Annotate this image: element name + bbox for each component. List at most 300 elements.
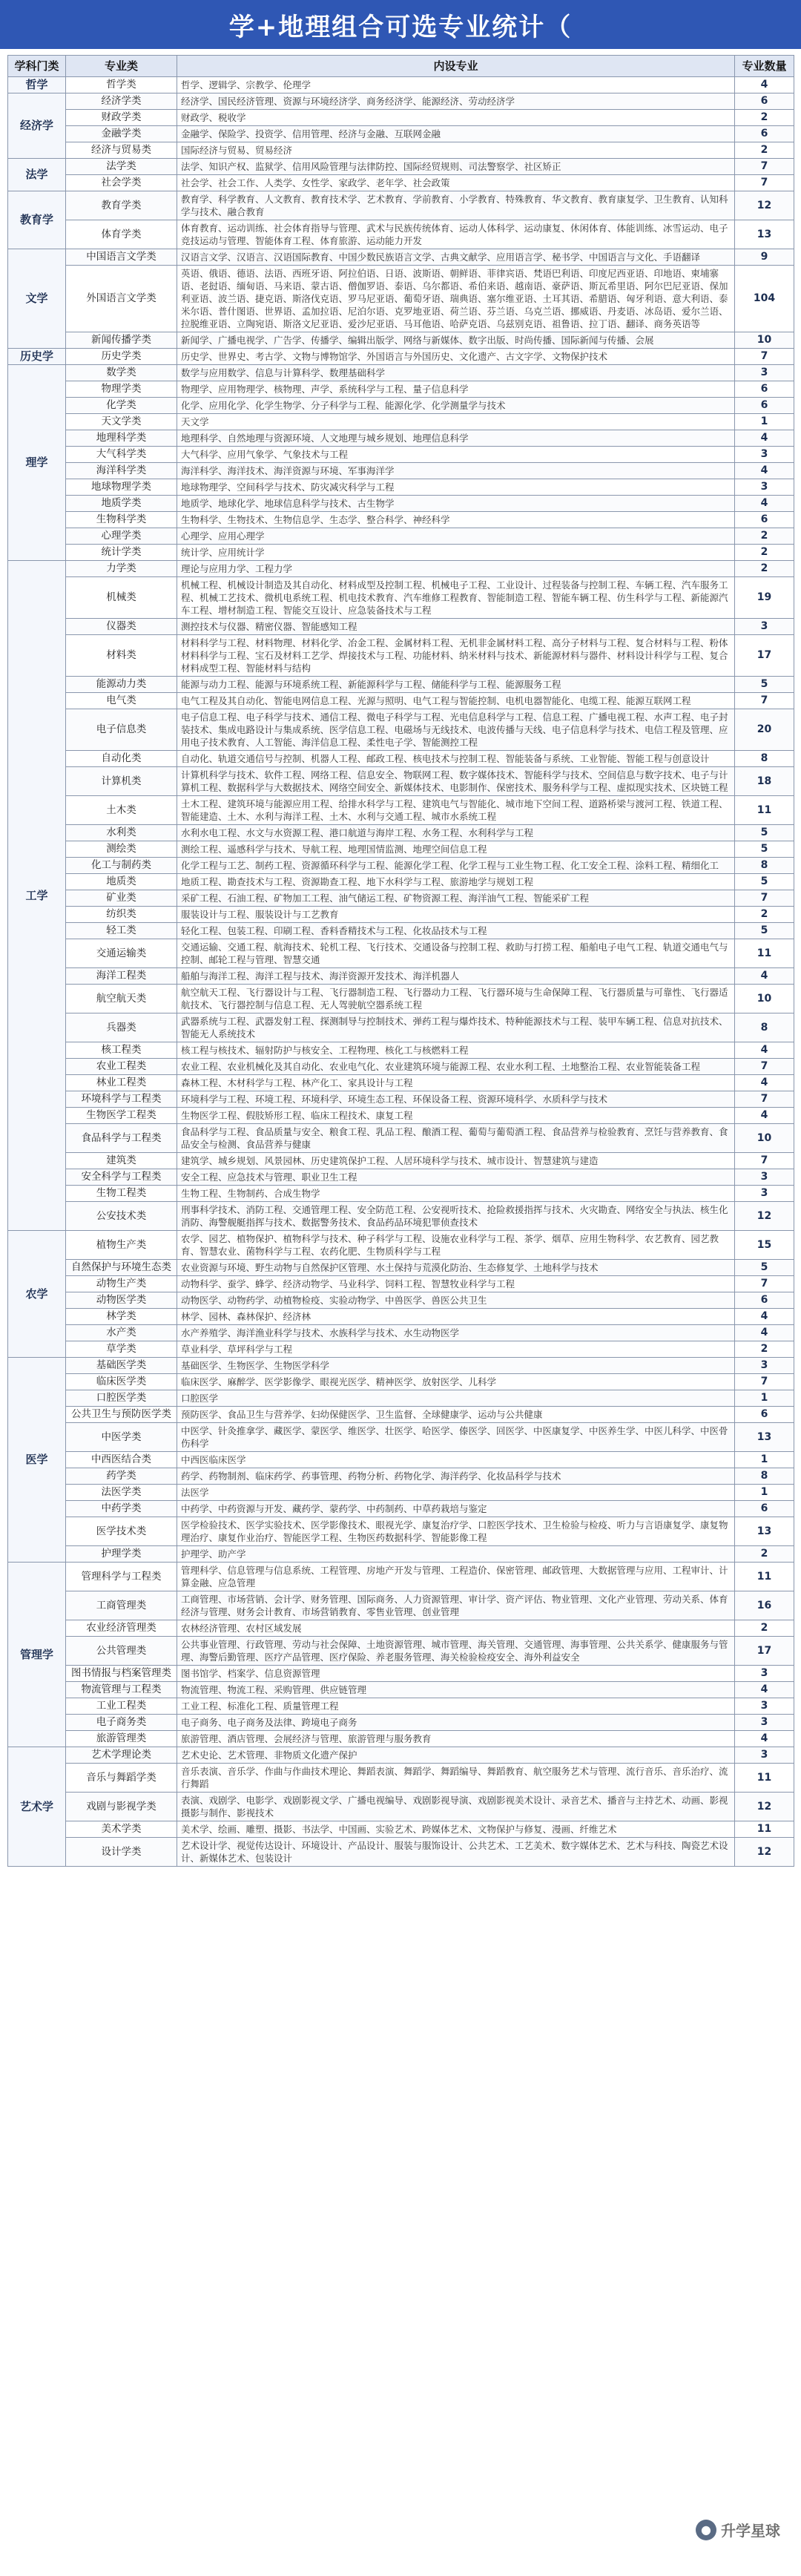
class-cell: 化工与制药类 bbox=[66, 858, 177, 874]
category-cell: 医学 bbox=[8, 1358, 66, 1563]
majors-cell: 环境科学与工程、环境工程、环境科学、环境生态工程、环保设备工程、资源环境科学、水质科学与技术 bbox=[177, 1091, 735, 1108]
class-cell: 材料类 bbox=[66, 635, 177, 677]
class-cell: 能源动力类 bbox=[66, 677, 177, 693]
majors-cell: 生物医学工程、假肢矫形工程、临床工程技术、康复工程 bbox=[177, 1108, 735, 1124]
class-cell: 中医学类 bbox=[66, 1423, 177, 1452]
table-row bbox=[8, 463, 794, 479]
count-cell: 2 bbox=[735, 1620, 794, 1637]
class-cell: 经济与贸易类 bbox=[66, 142, 177, 159]
table-row bbox=[8, 693, 794, 709]
count-cell: 2 bbox=[735, 561, 794, 577]
count-cell: 3 bbox=[735, 365, 794, 381]
count-cell: 4 bbox=[735, 463, 794, 479]
table-row bbox=[8, 1186, 794, 1202]
class-cell: 大气科学类 bbox=[66, 447, 177, 463]
class-cell: 法医学类 bbox=[66, 1485, 177, 1501]
category-cell: 哲学 bbox=[8, 77, 66, 93]
majors-cell: 工商管理、市场营销、会计学、财务管理、国际商务、人力资源管理、审计学、资产评估、物业管理、文化产业管理、劳动关系、体育经济与管理、财务会计教育、市场营销教育、零售业管理、创业管理 bbox=[177, 1591, 735, 1620]
class-cell: 林学类 bbox=[66, 1309, 177, 1325]
count-cell: 6 bbox=[735, 398, 794, 414]
majors-cell: 美术学、绘画、雕塑、摄影、书法学、中国画、实验艺术、跨媒体艺术、文物保护与修复、漫画、纤维艺术 bbox=[177, 1821, 735, 1838]
class-cell: 土木类 bbox=[66, 796, 177, 825]
table-row bbox=[8, 751, 794, 767]
majors-cell: 地质学、地球化学、地球信息科学与技术、古生物学 bbox=[177, 496, 735, 512]
majors-cell: 能源与动力工程、能源与环境系统工程、新能源科学与工程、储能科学与工程、能源服务工程 bbox=[177, 677, 735, 693]
count-cell: 2 bbox=[735, 528, 794, 545]
majors-cell: 中药学、中药资源与开发、藏药学、蒙药学、中药制药、中草药栽培与鉴定 bbox=[177, 1501, 735, 1517]
class-cell: 海洋工程类 bbox=[66, 968, 177, 985]
count-cell: 5 bbox=[735, 825, 794, 841]
watermark bbox=[696, 2519, 780, 2540]
count-cell: 4 bbox=[735, 968, 794, 985]
table-row bbox=[8, 1059, 794, 1075]
count-cell: 6 bbox=[735, 381, 794, 398]
majors-cell: 林学、园林、森林保护、经济林 bbox=[177, 1309, 735, 1325]
count-cell: 4 bbox=[735, 1108, 794, 1124]
majors-cell: 旅游管理、酒店管理、会展经济与管理、旅游管理与服务教育 bbox=[177, 1731, 735, 1747]
count-cell: 20 bbox=[735, 709, 794, 751]
table-row bbox=[8, 709, 794, 751]
count-cell: 15 bbox=[735, 1231, 794, 1260]
table-row bbox=[8, 825, 794, 841]
class-cell: 地质学类 bbox=[66, 496, 177, 512]
class-cell: 电子商务类 bbox=[66, 1715, 177, 1731]
table-row bbox=[8, 447, 794, 463]
table-row bbox=[8, 1042, 794, 1059]
class-cell: 电子信息类 bbox=[66, 709, 177, 751]
class-cell: 地质类 bbox=[66, 874, 177, 890]
table-row bbox=[8, 985, 794, 1013]
table-row bbox=[8, 1075, 794, 1091]
class-cell: 水产类 bbox=[66, 1325, 177, 1341]
table-row bbox=[8, 577, 794, 619]
majors-cell: 电气工程及其自动化、智能电网信息工程、光源与照明、电气工程与智能控制、电机电器智能化、电缆工程、能源互联网工程 bbox=[177, 693, 735, 709]
header-category: 学科门类 bbox=[8, 56, 66, 77]
count-cell: 5 bbox=[735, 1260, 794, 1276]
majors-cell: 核工程与核技术、辐射防护与核安全、工程物理、核化工与核燃料工程 bbox=[177, 1042, 735, 1059]
class-cell: 建筑类 bbox=[66, 1153, 177, 1169]
majors-cell: 森林工程、木材科学与工程、林产化工、家具设计与工程 bbox=[177, 1075, 735, 1091]
majors-cell: 汉语言文学、汉语言、汉语国际教育、中国少数民族语言文学、古典文献学、应用语言学、秘书学、中国语言与文化、手语翻译 bbox=[177, 249, 735, 266]
category-cell: 经济学 bbox=[8, 93, 66, 159]
majors-cell: 服装设计与工程、服装设计与工艺教育 bbox=[177, 907, 735, 923]
class-cell: 财政学类 bbox=[66, 110, 177, 126]
table-row bbox=[8, 677, 794, 693]
class-cell: 水利类 bbox=[66, 825, 177, 841]
count-cell: 8 bbox=[735, 1013, 794, 1042]
category-cell: 农学 bbox=[8, 1231, 66, 1358]
class-cell: 医学技术类 bbox=[66, 1517, 177, 1546]
table-row bbox=[8, 1325, 794, 1341]
count-cell: 6 bbox=[735, 512, 794, 528]
class-cell: 核工程类 bbox=[66, 1042, 177, 1059]
count-cell: 13 bbox=[735, 1423, 794, 1452]
table-row bbox=[8, 545, 794, 561]
majors-cell: 船舶与海洋工程、海洋工程与技术、海洋资源开发技术、海洋机器人 bbox=[177, 968, 735, 985]
majors-cell: 电子信息工程、电子科学与技术、通信工程、微电子科学与工程、光电信息科学与工程、信息工程、广播电视工程、水声工程、电子封装技术、集成电路设计与集成系统、医学信息工程、电磁场与无线技术、电波传播与天线、电子信息科学与技术、电信工程及管理、应用电子技术教育、人工智能、海洋信息工程、柔性电子学、智能测控工程 bbox=[177, 709, 735, 751]
class-cell: 物流管理与工程类 bbox=[66, 1682, 177, 1698]
majors-cell: 生物工程、生物制药、合成生物学 bbox=[177, 1186, 735, 1202]
majors-cell: 水利水电工程、水文与水资源工程、港口航道与海岸工程、水务工程、水利科学与工程 bbox=[177, 825, 735, 841]
majors-cell: 农业工程、农业机械化及其自动化、农业电气化、农业建筑环境与能源工程、农业水利工程、土地整治工程、农业智能装备工程 bbox=[177, 1059, 735, 1075]
majors-cell: 中医学、针灸推拿学、藏医学、蒙医学、维医学、壮医学、哈医学、傣医学、回医学、中医康复学、中医养生学、中医儿科学、中医骨伤科学 bbox=[177, 1423, 735, 1452]
majors-cell: 刑事科学技术、消防工程、交通管理工程、安全防范工程、公安视听技术、抢险救援指挥与技术、火灾勘查、网络安全与执法、核生化消防、海警舰艇指挥与技术、数据警务技术、食品药品环境犯罪侦查技术 bbox=[177, 1202, 735, 1231]
table-row bbox=[8, 1013, 794, 1042]
class-cell: 公共卫生与预防医学类 bbox=[66, 1407, 177, 1423]
category-cell: 教育学 bbox=[8, 191, 66, 249]
class-cell: 护理学类 bbox=[66, 1546, 177, 1563]
class-cell: 自然保护与环境生态类 bbox=[66, 1260, 177, 1276]
table-row bbox=[8, 1715, 794, 1731]
table-row bbox=[8, 939, 794, 968]
table-body bbox=[8, 77, 794, 1867]
majors-cell: 海洋科学、海洋技术、海洋资源与环境、军事海洋学 bbox=[177, 463, 735, 479]
majors-cell: 工业工程、标准化工程、质量管理工程 bbox=[177, 1698, 735, 1715]
table-row bbox=[8, 619, 794, 635]
count-cell: 3 bbox=[735, 1715, 794, 1731]
class-cell: 计算机类 bbox=[66, 767, 177, 796]
majors-cell: 金融学、保险学、投资学、信用管理、经济与金融、互联网金融 bbox=[177, 126, 735, 142]
majors-cell: 农林经济管理、农村区域发展 bbox=[177, 1620, 735, 1637]
majors-cell: 心理学、应用心理学 bbox=[177, 528, 735, 545]
count-cell: 1 bbox=[735, 1390, 794, 1407]
table-row bbox=[8, 479, 794, 496]
count-cell: 5 bbox=[735, 841, 794, 858]
table-row bbox=[8, 191, 794, 220]
majors-cell: 口腔医学 bbox=[177, 1390, 735, 1407]
count-cell: 7 bbox=[735, 349, 794, 365]
count-cell: 7 bbox=[735, 1276, 794, 1292]
table-row bbox=[8, 398, 794, 414]
count-cell: 6 bbox=[735, 1501, 794, 1517]
count-cell: 3 bbox=[735, 479, 794, 496]
class-cell: 戏剧与影视学类 bbox=[66, 1793, 177, 1821]
table-row bbox=[8, 1682, 794, 1698]
count-cell: 104 bbox=[735, 266, 794, 332]
table-row bbox=[8, 767, 794, 796]
majors-cell: 食品科学与工程、食品质量与安全、粮食工程、乳品工程、酿酒工程、葡萄与葡萄酒工程、食品营养与检验教育、烹饪与营养教育、食品安全与检测、食品营养与健康 bbox=[177, 1124, 735, 1153]
count-cell: 4 bbox=[735, 1309, 794, 1325]
majors-cell: 物流管理、物流工程、采购管理、供应链管理 bbox=[177, 1682, 735, 1698]
count-cell: 3 bbox=[735, 1666, 794, 1682]
count-cell: 12 bbox=[735, 1793, 794, 1821]
category-cell: 艺术学 bbox=[8, 1747, 66, 1867]
table-row bbox=[8, 1620, 794, 1637]
majors-cell: 动物医学、动物药学、动植物检疫、实验动物学、中兽医学、兽医公共卫生 bbox=[177, 1292, 735, 1309]
category-cell: 法学 bbox=[8, 159, 66, 191]
class-cell: 海洋科学类 bbox=[66, 463, 177, 479]
table-row bbox=[8, 923, 794, 939]
class-cell: 测绘类 bbox=[66, 841, 177, 858]
count-cell: 2 bbox=[735, 907, 794, 923]
count-cell: 7 bbox=[735, 1091, 794, 1108]
class-cell: 外国语言文学类 bbox=[66, 266, 177, 332]
table-row bbox=[8, 1374, 794, 1390]
count-cell: 4 bbox=[735, 496, 794, 512]
table-row bbox=[8, 175, 794, 191]
table-row bbox=[8, 1108, 794, 1124]
class-cell: 数学类 bbox=[66, 365, 177, 381]
majors-cell: 土木工程、建筑环境与能源应用工程、给排水科学与工程、建筑电气与智能化、城市地下空间工程、道路桥梁与渡河工程、铁道工程、智能建造、土木、水利与海洋工程、土木、水利与交通工程、城市水系统工程 bbox=[177, 796, 735, 825]
class-cell: 音乐与舞蹈学类 bbox=[66, 1764, 177, 1793]
table-row bbox=[8, 1468, 794, 1485]
count-cell: 11 bbox=[735, 796, 794, 825]
count-cell: 7 bbox=[735, 159, 794, 175]
table-row bbox=[8, 874, 794, 890]
table-row bbox=[8, 1260, 794, 1276]
majors-cell: 轻化工程、包装工程、印刷工程、香料香精技术与工程、化妆品技术与工程 bbox=[177, 923, 735, 939]
majors-cell: 动物科学、蚕学、蜂学、经济动物学、马业科学、饲料工程、智慧牧业科学与工程 bbox=[177, 1276, 735, 1292]
count-cell: 2 bbox=[735, 545, 794, 561]
majors-cell: 大气科学、应用气象学、气象技术与工程 bbox=[177, 447, 735, 463]
table-row bbox=[8, 414, 794, 430]
table-row bbox=[8, 77, 794, 93]
majors-cell: 武器系统与工程、武器发射工程、探测制导与控制技术、弹药工程与爆炸技术、特种能源技术与工程、装甲车辆工程、信息对抗技术、智能无人系统技术 bbox=[177, 1013, 735, 1042]
count-cell: 11 bbox=[735, 1764, 794, 1793]
table-row bbox=[8, 528, 794, 545]
table-row bbox=[8, 1546, 794, 1563]
table-row bbox=[8, 1591, 794, 1620]
majors-cell: 艺术设计学、视觉传达设计、环境设计、产品设计、服装与服饰设计、公共艺术、工艺美术、数字媒体艺术、艺术与科技、陶瓷艺术设计、新媒体艺术、包装设计 bbox=[177, 1838, 735, 1867]
count-cell: 3 bbox=[735, 1169, 794, 1186]
count-cell: 10 bbox=[735, 985, 794, 1013]
majors-cell: 天文学 bbox=[177, 414, 735, 430]
class-cell: 统计学类 bbox=[66, 545, 177, 561]
class-cell: 电气类 bbox=[66, 693, 177, 709]
table-row bbox=[8, 635, 794, 677]
majors-cell: 中西医临床医学 bbox=[177, 1452, 735, 1468]
table-row bbox=[8, 1838, 794, 1867]
count-cell: 6 bbox=[735, 1407, 794, 1423]
count-cell: 7 bbox=[735, 1374, 794, 1390]
majors-cell: 采矿工程、石油工程、矿物加工工程、油气储运工程、矿物资源工程、海洋油气工程、智能采矿工程 bbox=[177, 890, 735, 907]
majors-cell: 安全工程、应急技术与管理、职业卫生工程 bbox=[177, 1169, 735, 1186]
table-row bbox=[8, 159, 794, 175]
class-cell: 临床医学类 bbox=[66, 1374, 177, 1390]
class-cell: 口腔医学类 bbox=[66, 1390, 177, 1407]
header-class: 专业类 bbox=[66, 56, 177, 77]
majors-cell: 生物科学、生物技术、生物信息学、生态学、整合科学、神经科学 bbox=[177, 512, 735, 528]
table-row bbox=[8, 142, 794, 159]
class-cell: 自动化类 bbox=[66, 751, 177, 767]
table-row bbox=[8, 1341, 794, 1358]
table-row bbox=[8, 349, 794, 365]
class-cell: 动物医学类 bbox=[66, 1292, 177, 1309]
majors-cell: 数学与应用数学、信息与计算科学、数理基础科学 bbox=[177, 365, 735, 381]
count-cell: 6 bbox=[735, 1292, 794, 1309]
majors-cell: 药学、药物制剂、临床药学、药事管理、药物分析、药物化学、海洋药学、化妆品科学与技术 bbox=[177, 1468, 735, 1485]
majors-cell: 教育学、科学教育、人文教育、教育技术学、艺术教育、学前教育、小学教育、特殊教育、华文教育、教育康复学、卫生教育、认知科学与技术、融合教育 bbox=[177, 191, 735, 220]
table-row bbox=[8, 1231, 794, 1260]
majors-cell: 航空航天工程、飞行器设计与工程、飞行器制造工程、飞行器动力工程、飞行器环境与生命保障工程、飞行器质量与可靠性、飞行器适航技术、飞行器控制与信息工程、无人驾驶航空器系统工程 bbox=[177, 985, 735, 1013]
table-row bbox=[8, 365, 794, 381]
count-cell: 13 bbox=[735, 1517, 794, 1546]
count-cell: 2 bbox=[735, 142, 794, 159]
table-row bbox=[8, 1202, 794, 1231]
count-cell: 1 bbox=[735, 414, 794, 430]
count-cell: 17 bbox=[735, 635, 794, 677]
class-cell: 管理科学与工程类 bbox=[66, 1563, 177, 1591]
class-cell: 教育学类 bbox=[66, 191, 177, 220]
count-cell: 4 bbox=[735, 1731, 794, 1747]
majors-cell: 建筑学、城乡规划、风景园林、历史建筑保护工程、人居环境科学与技术、城市设计、智慧建筑与建造 bbox=[177, 1153, 735, 1169]
class-cell: 社会学类 bbox=[66, 175, 177, 191]
count-cell: 8 bbox=[735, 751, 794, 767]
planet-logo-icon: ● bbox=[696, 2520, 716, 2540]
count-cell: 2 bbox=[735, 1341, 794, 1358]
class-cell: 林业工程类 bbox=[66, 1075, 177, 1091]
table-row bbox=[8, 1153, 794, 1169]
class-cell: 图书情报与档案管理类 bbox=[66, 1666, 177, 1682]
table-row bbox=[8, 1390, 794, 1407]
majors-cell: 统计学、应用统计学 bbox=[177, 545, 735, 561]
table-row bbox=[8, 1276, 794, 1292]
count-cell: 4 bbox=[735, 1075, 794, 1091]
majors-cell: 国际经济与贸易、贸易经济 bbox=[177, 142, 735, 159]
count-cell: 18 bbox=[735, 767, 794, 796]
count-cell: 10 bbox=[735, 332, 794, 349]
table-row bbox=[8, 1358, 794, 1374]
table-row bbox=[8, 841, 794, 858]
majors-cell: 计算机科学与技术、软件工程、网络工程、信息安全、物联网工程、数字媒体技术、智能科学与技术、空间信息与数字技术、电子与计算机工程、数据科学与大数据技术、网络空间安全、新媒体技术、电影制作、保密技术、服务科学与工程、虚拟现实技术、区块链工程 bbox=[177, 767, 735, 796]
count-cell: 5 bbox=[735, 677, 794, 693]
table-row bbox=[8, 266, 794, 332]
count-cell: 1 bbox=[735, 1452, 794, 1468]
majors-cell: 临床医学、麻醉学、医学影像学、眼视光医学、精神医学、放射医学、儿科学 bbox=[177, 1374, 735, 1390]
count-cell: 9 bbox=[735, 249, 794, 266]
class-cell: 基础医学类 bbox=[66, 1358, 177, 1374]
table-row bbox=[8, 1124, 794, 1153]
count-cell: 2 bbox=[735, 110, 794, 126]
table-row bbox=[8, 1698, 794, 1715]
table-row bbox=[8, 890, 794, 907]
table-row bbox=[8, 220, 794, 249]
table-row bbox=[8, 1637, 794, 1666]
count-cell: 16 bbox=[735, 1591, 794, 1620]
count-cell: 10 bbox=[735, 1124, 794, 1153]
class-cell: 体育学类 bbox=[66, 220, 177, 249]
category-cell: 理学 bbox=[8, 365, 66, 561]
table-row bbox=[8, 1292, 794, 1309]
class-cell: 地球物理学类 bbox=[66, 479, 177, 496]
majors-cell: 基础医学、生物医学、生物医学科学 bbox=[177, 1358, 735, 1374]
class-cell: 食品科学与工程类 bbox=[66, 1124, 177, 1153]
class-cell: 交通运输类 bbox=[66, 939, 177, 968]
table-row bbox=[8, 1091, 794, 1108]
majors-cell: 预防医学、食品卫生与营养学、妇幼保健医学、卫生监督、全球健康学、运动与公共健康 bbox=[177, 1407, 735, 1423]
majors-cell: 医学检验技术、医学实验技术、医学影像技术、眼视光学、康复治疗学、口腔医学技术、卫生检验与检疫、听力与言语康复学、康复物理治疗、康复作业治疗、智能医学工程、生物医药数据科学、智能影像工程 bbox=[177, 1517, 735, 1546]
majors-cell: 表演、戏剧学、电影学、戏剧影视文学、广播电视编导、戏剧影视导演、戏剧影视美术设计、录音艺术、播音与主持艺术、动画、影视摄影与制作、影视技术 bbox=[177, 1793, 735, 1821]
majors-cell: 历史学、世界史、考古学、文物与博物馆学、外国语言与外国历史、文化遗产、古文字学、文物保护技术 bbox=[177, 349, 735, 365]
table-header-row bbox=[8, 56, 794, 77]
class-cell: 力学类 bbox=[66, 561, 177, 577]
class-cell: 生物科学类 bbox=[66, 512, 177, 528]
count-cell: 5 bbox=[735, 874, 794, 890]
count-cell: 11 bbox=[735, 1821, 794, 1838]
class-cell: 药学类 bbox=[66, 1468, 177, 1485]
majors-cell: 法学、知识产权、监狱学、信用风险管理与法律防控、国际经贸规则、司法警察学、社区矫正 bbox=[177, 159, 735, 175]
majors-cell: 地理科学、自然地理与资源环境、人文地理与城乡规划、地理信息科学 bbox=[177, 430, 735, 447]
table-row bbox=[8, 93, 794, 110]
category-cell: 管理学 bbox=[8, 1563, 66, 1747]
header-count: 专业数量 bbox=[735, 56, 794, 77]
count-cell: 3 bbox=[735, 447, 794, 463]
class-cell: 兵器类 bbox=[66, 1013, 177, 1042]
table-row bbox=[8, 796, 794, 825]
table-row bbox=[8, 512, 794, 528]
class-cell: 心理学类 bbox=[66, 528, 177, 545]
majors-cell: 自动化、轨道交通信号与控制、机器人工程、邮政工程、核电技术与控制工程、智能装备与系统、工业智能、智能工程与创意设计 bbox=[177, 751, 735, 767]
majors-cell: 化学、应用化学、化学生物学、分子科学与工程、能源化学、化学测量学与技术 bbox=[177, 398, 735, 414]
majors-cell: 水产养殖学、海洋渔业科学与技术、水族科学与技术、水生动物医学 bbox=[177, 1325, 735, 1341]
table-row bbox=[8, 1793, 794, 1821]
class-cell: 中药学类 bbox=[66, 1501, 177, 1517]
count-cell: 3 bbox=[735, 1358, 794, 1374]
class-cell: 纺织类 bbox=[66, 907, 177, 923]
table-row bbox=[8, 1309, 794, 1325]
class-cell: 生物工程类 bbox=[66, 1186, 177, 1202]
table-row bbox=[8, 1517, 794, 1546]
count-cell: 3 bbox=[735, 1747, 794, 1764]
majors-cell: 化学工程与工艺、制药工程、资源循环科学与工程、能源化学工程、化学工程与工业生物工程、化工安全工程、涂料工程、精细化工 bbox=[177, 858, 735, 874]
table-row bbox=[8, 907, 794, 923]
class-cell: 草学类 bbox=[66, 1341, 177, 1358]
table-row bbox=[8, 1169, 794, 1186]
count-cell: 3 bbox=[735, 1698, 794, 1715]
class-cell: 动物生产类 bbox=[66, 1276, 177, 1292]
table-row bbox=[8, 1731, 794, 1747]
majors-cell: 电子商务、电子商务及法律、跨境电子商务 bbox=[177, 1715, 735, 1731]
count-cell: 17 bbox=[735, 1637, 794, 1666]
count-cell: 4 bbox=[735, 77, 794, 93]
class-cell: 仪器类 bbox=[66, 619, 177, 635]
majors-cell: 图书馆学、档案学、信息资源管理 bbox=[177, 1666, 735, 1682]
header-majors: 内设专业 bbox=[177, 56, 735, 77]
class-cell: 公共管理类 bbox=[66, 1637, 177, 1666]
majors-cell: 农学、园艺、植物保护、植物科学与技术、种子科学与工程、设施农业科学与工程、茶学、烟草、应用生物科学、农艺教育、园艺教育、智慧农业、菌物科学与工程、农药化肥、生物质科学与工程 bbox=[177, 1231, 735, 1260]
count-cell: 1 bbox=[735, 1485, 794, 1501]
class-cell: 哲学类 bbox=[66, 77, 177, 93]
count-cell: 7 bbox=[735, 175, 794, 191]
class-cell: 公安技术类 bbox=[66, 1202, 177, 1231]
class-cell: 农业经济管理类 bbox=[66, 1620, 177, 1637]
table-row bbox=[8, 1423, 794, 1452]
class-cell: 生物医学工程类 bbox=[66, 1108, 177, 1124]
class-cell: 地理科学类 bbox=[66, 430, 177, 447]
table-row bbox=[8, 1563, 794, 1591]
table-row bbox=[8, 332, 794, 349]
majors-table bbox=[7, 55, 794, 1867]
table-row bbox=[8, 126, 794, 142]
count-cell: 7 bbox=[735, 693, 794, 709]
table-row bbox=[8, 561, 794, 577]
count-cell: 8 bbox=[735, 858, 794, 874]
table-row bbox=[8, 1407, 794, 1423]
table-row bbox=[8, 858, 794, 874]
table-row bbox=[8, 1485, 794, 1501]
majors-cell: 交通运输、交通工程、航海技术、轮机工程、飞行技术、交通设备与控制工程、救助与打捞工程、船舶电子电气工程、轨道交通电气与控制、邮轮工程与管理、智慧交通 bbox=[177, 939, 735, 968]
class-cell: 矿业类 bbox=[66, 890, 177, 907]
count-cell: 7 bbox=[735, 1153, 794, 1169]
majors-cell: 农业资源与环境、野生动物与自然保护区管理、水土保持与荒漠化防治、生态修复学、土地科学与技术 bbox=[177, 1260, 735, 1276]
count-cell: 7 bbox=[735, 1059, 794, 1075]
count-cell: 4 bbox=[735, 1325, 794, 1341]
class-cell: 物理学类 bbox=[66, 381, 177, 398]
class-cell: 中西医结合类 bbox=[66, 1452, 177, 1468]
table-row bbox=[8, 968, 794, 985]
table-row bbox=[8, 1452, 794, 1468]
majors-cell: 管理科学、信息管理与信息系统、工程管理、房地产开发与管理、工程造价、保密管理、邮政管理、大数据管理与应用、工程审计、计算金融、应急管理 bbox=[177, 1563, 735, 1591]
